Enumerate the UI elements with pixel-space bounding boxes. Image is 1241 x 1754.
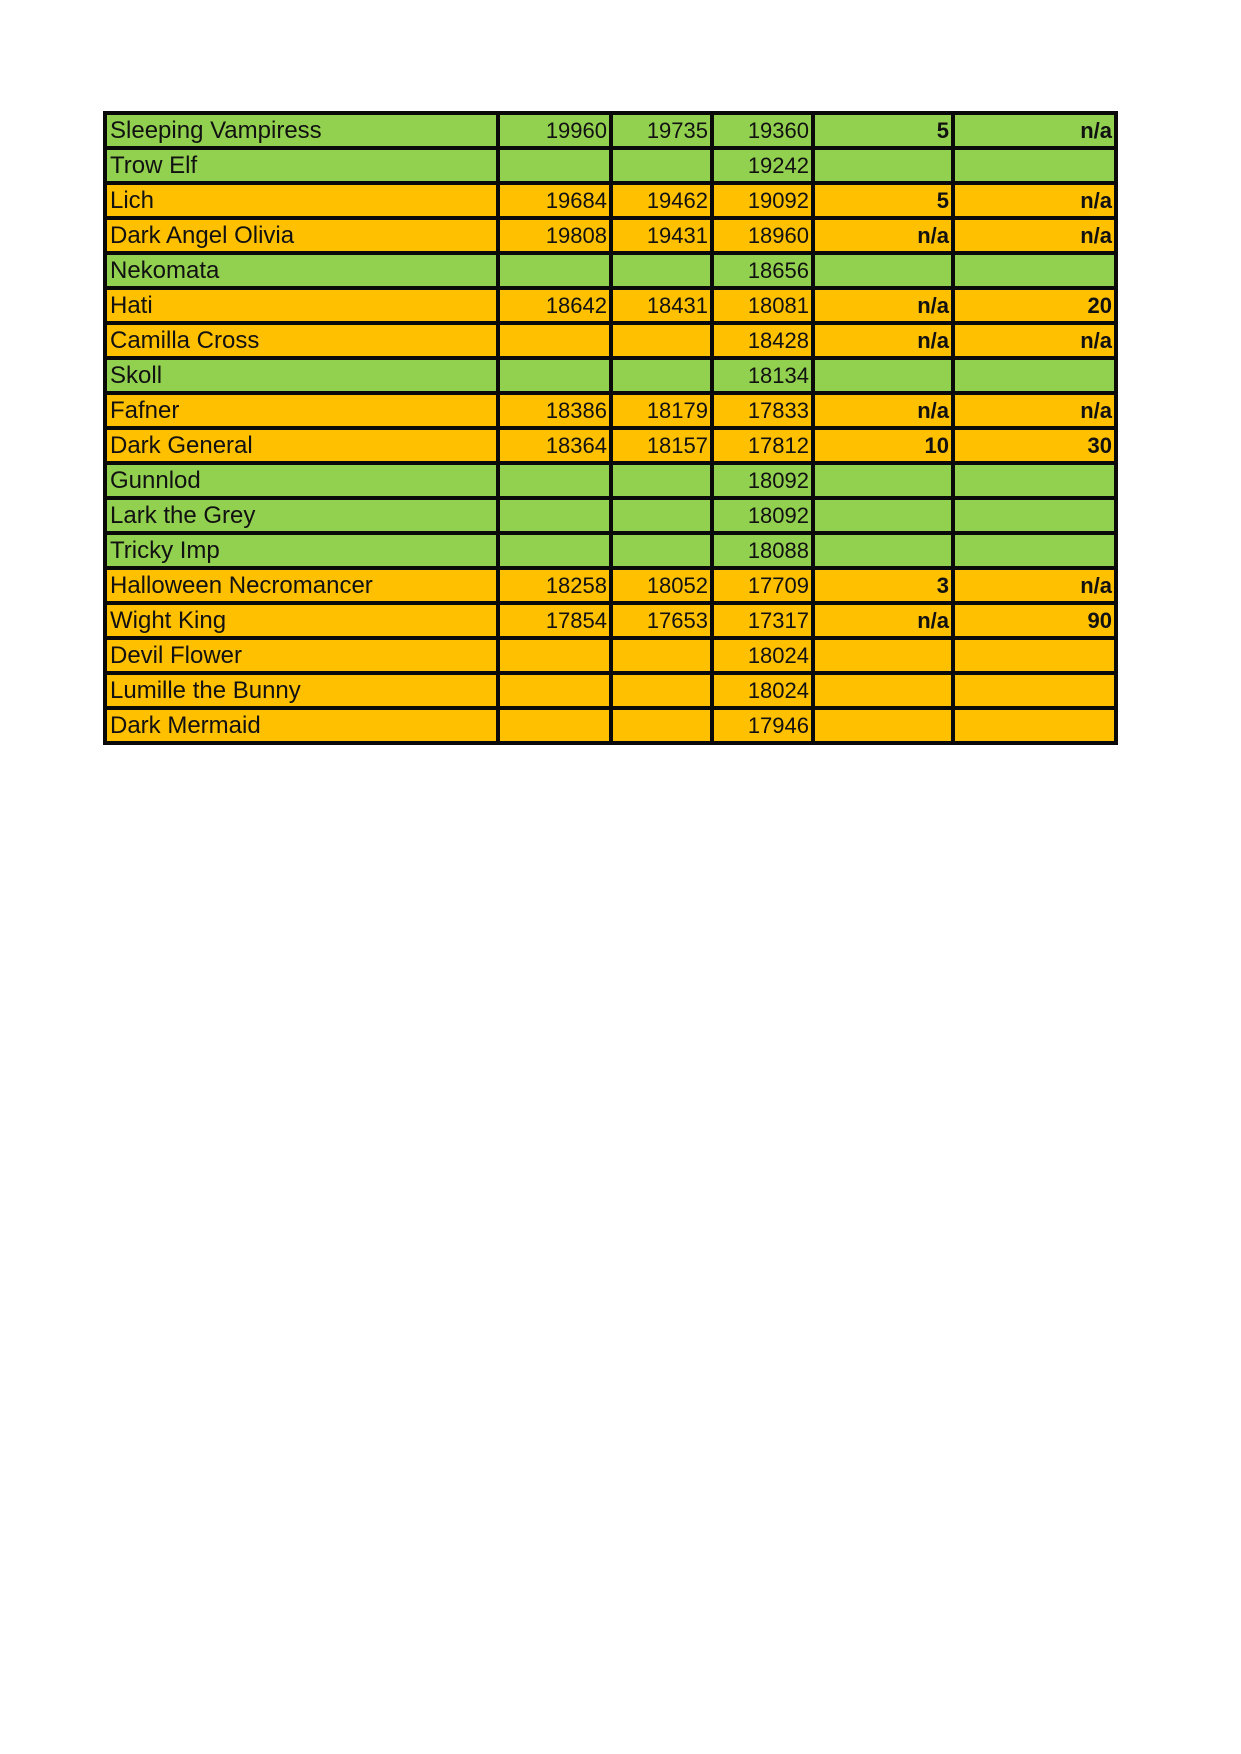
value-cell-2[interactable] [611,498,712,533]
value-cell-5[interactable] [953,463,1116,498]
value-cell-5[interactable]: n/a [953,218,1116,253]
value-cell-1[interactable] [498,148,611,183]
value-cell-2[interactable] [611,708,712,743]
table-row [105,218,1116,253]
value-cell-1[interactable]: 18386 [498,393,611,428]
value-cell-3[interactable]: 17317 [712,603,813,638]
value-cell-4[interactable]: n/a [813,218,953,253]
value-cell-1[interactable] [498,358,611,393]
value-cell-2[interactable] [611,533,712,568]
value-cell-5[interactable] [953,673,1116,708]
table-row [105,183,1116,218]
value-cell-3[interactable]: 18092 [712,463,813,498]
value-cell-1[interactable]: 18364 [498,428,611,463]
name-cell[interactable]: Lark the Grey [105,498,498,533]
value-cell-4[interactable]: 5 [813,113,953,148]
value-cell-2[interactable] [611,148,712,183]
value-cell-1[interactable] [498,498,611,533]
value-cell-2[interactable]: 18179 [611,393,712,428]
value-cell-5[interactable]: n/a [953,113,1116,148]
value-cell-3[interactable]: 19092 [712,183,813,218]
table-row [105,428,1116,463]
value-cell-4[interactable] [813,673,953,708]
table-row [105,673,1116,708]
table-row [105,253,1116,288]
value-cell-2[interactable]: 18157 [611,428,712,463]
table-row [105,568,1116,603]
table-row [105,603,1116,638]
value-cell-2[interactable] [611,638,712,673]
value-cell-4[interactable]: n/a [813,393,953,428]
table-row [105,708,1116,743]
table-row [105,113,1116,148]
name-cell[interactable]: Dark General [105,428,498,463]
name-cell[interactable]: Fafner [105,393,498,428]
value-cell-2[interactable] [611,323,712,358]
value-cell-3[interactable]: 17833 [712,393,813,428]
value-cell-5[interactable] [953,148,1116,183]
value-cell-1[interactable] [498,463,611,498]
value-cell-5[interactable]: n/a [953,393,1116,428]
value-cell-3[interactable]: 18960 [712,218,813,253]
value-cell-4[interactable]: n/a [813,323,953,358]
value-cell-5[interactable]: n/a [953,323,1116,358]
value-cell-4[interactable] [813,498,953,533]
value-cell-5[interactable] [953,638,1116,673]
table-row [105,463,1116,498]
value-cell-1[interactable]: 18642 [498,288,611,323]
name-cell[interactable]: Lumille the Bunny [105,673,498,708]
value-cell-3[interactable]: 18428 [712,323,813,358]
value-cell-4[interactable] [813,253,953,288]
name-cell[interactable]: Sleeping Vampiress [105,113,498,148]
value-cell-4[interactable] [813,708,953,743]
value-cell-1[interactable]: 18258 [498,568,611,603]
table-row [105,498,1116,533]
value-cell-3[interactable]: 18092 [712,498,813,533]
value-cell-3[interactable]: 17812 [712,428,813,463]
value-cell-2[interactable] [611,463,712,498]
value-cell-5[interactable]: 30 [953,428,1116,463]
table-row [105,393,1116,428]
value-cell-1[interactable]: 19684 [498,183,611,218]
value-cell-5[interactable]: n/a [953,183,1116,218]
value-cell-3[interactable]: 19242 [712,148,813,183]
value-cell-5[interactable]: 90 [953,603,1116,638]
value-cell-2[interactable] [611,673,712,708]
value-cell-4[interactable]: 10 [813,428,953,463]
value-cell-2[interactable]: 18052 [611,568,712,603]
value-cell-3[interactable]: 18024 [712,638,813,673]
value-cell-2[interactable]: 19462 [611,183,712,218]
name-cell[interactable]: Nekomata [105,253,498,288]
name-cell[interactable]: Skoll [105,358,498,393]
value-cell-1[interactable] [498,253,611,288]
value-cell-1[interactable]: 19808 [498,218,611,253]
value-cell-3[interactable]: 17709 [712,568,813,603]
table-row [105,533,1116,568]
value-cell-3[interactable]: 18024 [712,673,813,708]
value-cell-4[interactable]: 5 [813,183,953,218]
value-cell-3[interactable]: 17946 [712,708,813,743]
value-cell-4[interactable] [813,463,953,498]
value-cell-5[interactable] [953,533,1116,568]
value-cell-1[interactable] [498,323,611,358]
value-cell-3[interactable]: 19360 [712,113,813,148]
value-cell-4[interactable]: n/a [813,288,953,323]
value-cell-4[interactable] [813,533,953,568]
value-cell-4[interactable] [813,148,953,183]
table-row [105,358,1116,393]
value-cell-3[interactable]: 18134 [712,358,813,393]
value-cell-2[interactable]: 17653 [611,603,712,638]
value-cell-5[interactable]: 20 [953,288,1116,323]
spreadsheet-table [103,111,1118,745]
name-cell[interactable]: Gunnlod [105,463,498,498]
name-cell[interactable]: Devil Flower [105,638,498,673]
value-cell-4[interactable]: 3 [813,568,953,603]
value-cell-2[interactable]: 19735 [611,113,712,148]
value-cell-5[interactable] [953,498,1116,533]
name-cell[interactable]: Dark Mermaid [105,708,498,743]
name-cell[interactable]: Camilla Cross [105,323,498,358]
name-cell[interactable]: Tricky Imp [105,533,498,568]
table-row [105,638,1116,673]
value-cell-2[interactable] [611,358,712,393]
value-cell-5[interactable] [953,358,1116,393]
value-cell-1[interactable]: 17854 [498,603,611,638]
table-body [105,113,1116,743]
table-row [105,288,1116,323]
name-cell[interactable]: Hati [105,288,498,323]
value-cell-4[interactable] [813,638,953,673]
value-cell-1[interactable] [498,533,611,568]
value-cell-5[interactable] [953,708,1116,743]
name-cell[interactable]: Trow Elf [105,148,498,183]
value-cell-5[interactable] [953,253,1116,288]
value-cell-4[interactable] [813,358,953,393]
name-cell[interactable]: Dark Angel Olivia [105,218,498,253]
value-cell-3[interactable]: 18088 [712,533,813,568]
value-cell-1[interactable] [498,638,611,673]
table-row [105,148,1116,183]
value-cell-1[interactable] [498,673,611,708]
value-cell-1[interactable] [498,708,611,743]
name-cell[interactable]: Wight King [105,603,498,638]
name-cell[interactable]: Halloween Necromancer [105,568,498,603]
value-cell-2[interactable]: 19431 [611,218,712,253]
value-cell-2[interactable]: 18431 [611,288,712,323]
value-cell-3[interactable]: 18656 [712,253,813,288]
value-cell-3[interactable]: 18081 [712,288,813,323]
value-cell-4[interactable]: n/a [813,603,953,638]
value-cell-1[interactable]: 19960 [498,113,611,148]
name-cell[interactable]: Lich [105,183,498,218]
value-cell-2[interactable] [611,253,712,288]
value-cell-5[interactable]: n/a [953,568,1116,603]
table-row [105,323,1116,358]
